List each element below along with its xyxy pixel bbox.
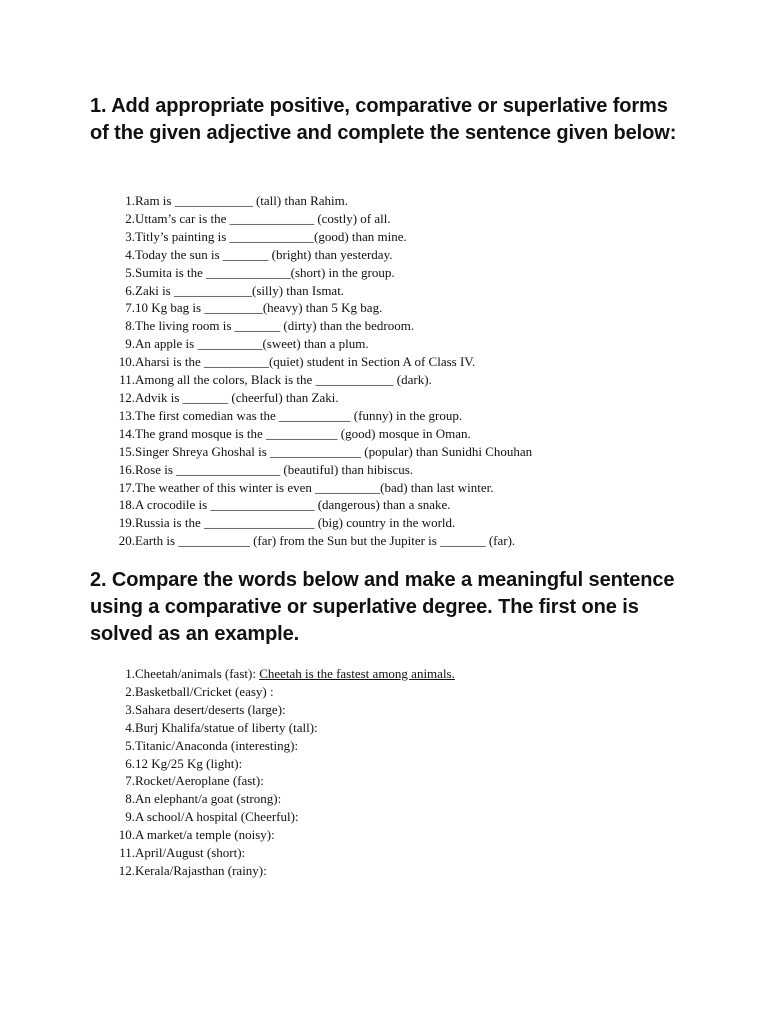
- list-item: [100, 353, 532, 371]
- list-item: [100, 479, 532, 497]
- item-text: An elephant/a goat (strong):: [135, 791, 282, 807]
- list-item: [100, 826, 455, 844]
- item-text: Ram is ____________ (tall) than Rahim.: [135, 193, 349, 208]
- item-number: 19.: [118, 515, 135, 531]
- list-item: [100, 665, 455, 683]
- item-text: Zaki is ____________(silly) than Ismat.: [135, 282, 345, 298]
- item-number: 9.: [125, 809, 135, 825]
- item-text: The weather of this winter is even __________(bad) than last winter.: [135, 479, 494, 495]
- item-text: The grand mosque is the ___________ (good) mosque in Oman.: [135, 425, 471, 441]
- item-number: 1.: [125, 666, 135, 681]
- item-number: 4.: [125, 246, 135, 262]
- list-item: [100, 264, 532, 282]
- list-item: [100, 282, 532, 300]
- item-text: Rose is ________________ (beautiful) than hibiscus.: [135, 461, 414, 477]
- list-item: [100, 683, 455, 701]
- item-text: Earth is ___________ (far) from the Sun but the Jupiter is _______ (far).: [135, 533, 516, 549]
- list-item: [100, 371, 532, 389]
- list-item: [100, 737, 455, 755]
- section-1-heading: 1. Add appropriate positive, comparative or superlative forms of the given adjective and complete the sentence given below:: [90, 95, 677, 144]
- item-number: 17.: [118, 479, 135, 495]
- item-text: Titanic/Anaconda (interesting):: [135, 737, 299, 753]
- item-text: Aharsi is the __________(quiet) student in Section A of Class IV.: [135, 354, 476, 370]
- item-number: 8.: [125, 318, 135, 334]
- item-number: 6.: [125, 282, 135, 298]
- item-number: 10.: [118, 354, 135, 370]
- list-item: [100, 719, 455, 737]
- item-number: 14.: [118, 425, 135, 441]
- item-number: 20.: [118, 533, 135, 549]
- section-2-list: [100, 665, 455, 880]
- list-item: [100, 862, 455, 880]
- list-item: [100, 443, 532, 461]
- list-item: [100, 407, 532, 425]
- item-text: Russia is the _________________ (big) country in the world.: [135, 515, 456, 531]
- item-text: Among all the colors, Black is the ____________ (dark).: [135, 372, 432, 388]
- item-text: A crocodile is ________________ (dangerous) than a snake.: [135, 497, 451, 513]
- list-item: [100, 335, 532, 353]
- list-item: [100, 461, 532, 479]
- list-item: [100, 210, 532, 228]
- list-item: [100, 496, 532, 514]
- item-text: Sumita is the _____________(short) in the group.: [135, 264, 395, 280]
- item-number: 8.: [125, 791, 135, 807]
- item-text: April/August (short):: [135, 845, 246, 861]
- list-item: [100, 514, 532, 532]
- item-text: Today the sun is _______ (bright) than yesterday.: [135, 246, 393, 262]
- item-number: 15.: [118, 443, 135, 459]
- list-item: [100, 755, 455, 773]
- item-number: 7.: [125, 773, 135, 789]
- item-number: 18.: [118, 497, 135, 513]
- item-number: 3.: [125, 228, 135, 244]
- item-prompt: Cheetah/animals (fast):: [135, 666, 260, 681]
- item-text: 10 Kg bag is _________(heavy) than 5 Kg bag.: [135, 300, 383, 316]
- item-text: [135, 665, 455, 683]
- item-number: 11.: [119, 372, 135, 388]
- item-text: The living room is _______ (dirty) than the bedroom.: [135, 318, 415, 334]
- item-text: A market/a temple (noisy):: [135, 827, 275, 843]
- item-number: 6.: [125, 755, 135, 771]
- list-item: [100, 192, 532, 210]
- item-number: 10.: [118, 827, 135, 843]
- item-number: 13.: [118, 407, 135, 423]
- item-number: 4.: [125, 719, 135, 735]
- item-text: The first comedian was the ___________ (funny) in the group.: [135, 407, 463, 423]
- list-item: [100, 844, 455, 862]
- list-item: [100, 299, 532, 317]
- example-answer: Cheetah is the fastest among animals.: [259, 666, 455, 681]
- section-2-heading: 2. Compare the words below and make a meaningful sentence using a comparative or superlative degree. The first one is solved as an example.: [90, 569, 675, 645]
- list-item: [100, 532, 532, 550]
- list-item: [100, 389, 532, 407]
- item-text: Basketball/Cricket (easy) :: [135, 683, 274, 699]
- item-number: 16.: [118, 461, 135, 477]
- item-number: 2.: [125, 683, 135, 699]
- item-number: 11.: [119, 845, 135, 861]
- list-item: [100, 246, 532, 264]
- item-number: 2.: [125, 210, 135, 226]
- item-text: Uttam’s car is the _____________ (costly) of all.: [135, 210, 391, 226]
- item-number: 12.: [118, 389, 135, 405]
- item-text: Singer Shreya Ghoshal is ______________ (popular) than Sunidhi Chouhan: [135, 443, 533, 459]
- item-text: Burj Khalifa/statue of liberty (tall):: [135, 719, 318, 735]
- list-item: [100, 701, 455, 719]
- list-item: [100, 790, 455, 808]
- item-text: An apple is __________(sweet) than a plum.: [135, 336, 369, 352]
- item-text: Kerala/Rajasthan (rainy):: [135, 862, 267, 878]
- list-item: [100, 317, 532, 335]
- item-text: Rocket/Aeroplane (fast):: [135, 773, 264, 789]
- item-number: 5.: [125, 737, 135, 753]
- item-number: 7.: [125, 300, 135, 316]
- list-item: [100, 772, 455, 790]
- item-number: 1.: [125, 193, 135, 208]
- list-item: [100, 425, 532, 443]
- list-item: [100, 228, 532, 246]
- item-number: 9.: [125, 336, 135, 352]
- item-text: Sahara desert/deserts (large):: [135, 701, 286, 717]
- section-1-list: [100, 192, 532, 550]
- item-text: Advik is _______ (cheerful) than Zaki.: [135, 389, 339, 405]
- list-item: [100, 808, 455, 826]
- item-text: 12 Kg/25 Kg (light):: [135, 755, 243, 771]
- item-number: 5.: [125, 264, 135, 280]
- item-number: 3.: [125, 701, 135, 717]
- item-text: Titly’s painting is _____________(good) than mine.: [135, 228, 407, 244]
- item-text: A school/A hospital (Cheerful):: [135, 809, 299, 825]
- item-number: 12.: [118, 862, 135, 878]
